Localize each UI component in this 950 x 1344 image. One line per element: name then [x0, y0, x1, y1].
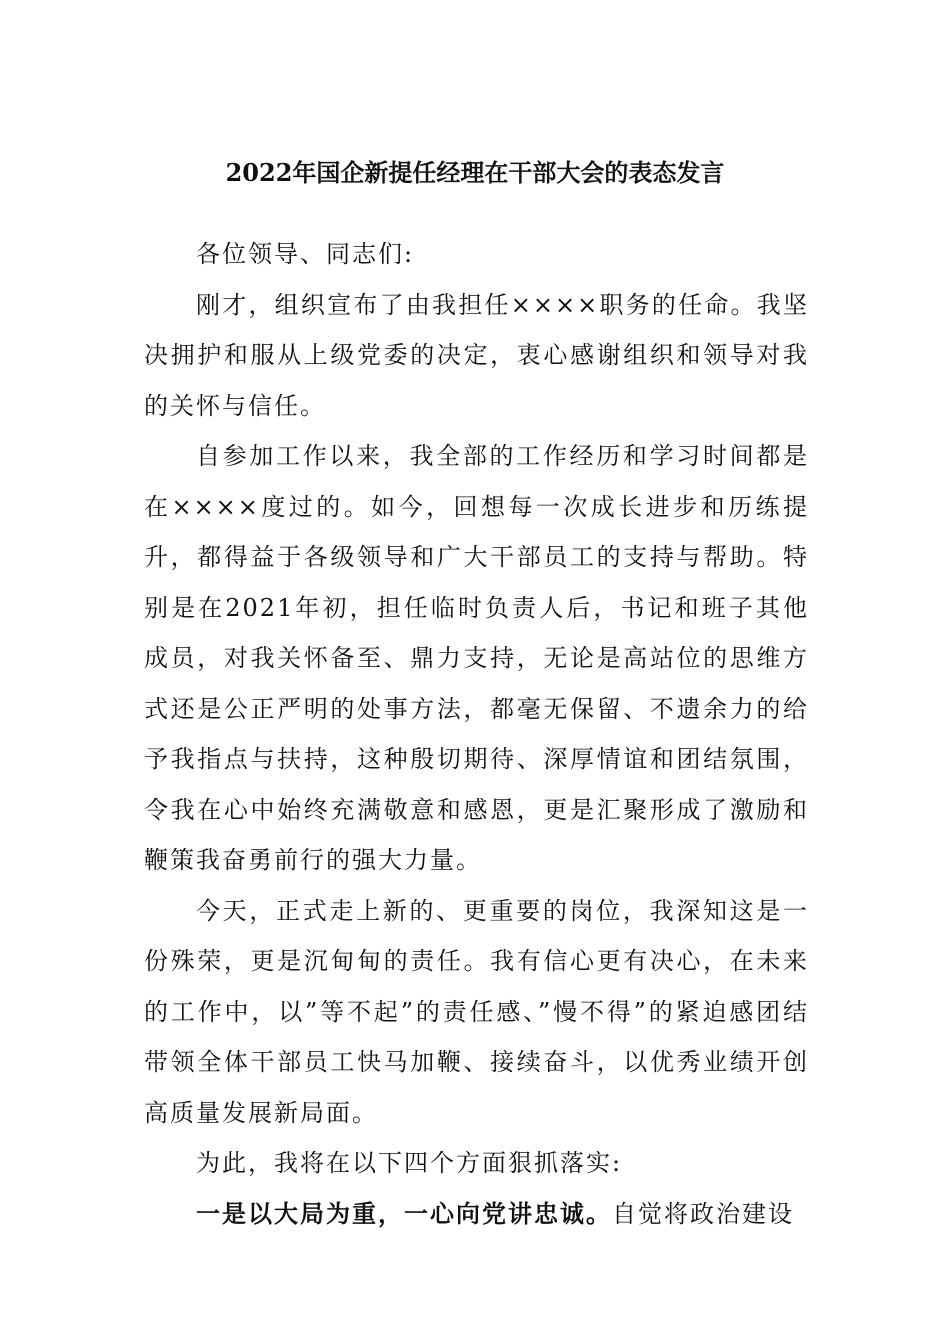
- point-one-heading: 一是以大局为重，一心向党讲忠诚。: [196, 1198, 612, 1228]
- point-one-text: 自觉将政治建设: [612, 1199, 794, 1228]
- document-title: 2022年国企新提任经理在干部大会的表态发言: [225, 158, 725, 187]
- salutation: 各位领导、同志们:: [196, 240, 415, 268]
- paragraph-new-post: 今天，正式走上新的、更重要的岗位，我深知这是一份殊荣，更是沉甸甸的责任。我有信心更有决心，在未来的工作中，以”等不起”的责任感、”慢不得”的紧迫感团结带领全体干部员工快马加鞭、接续奋斗，以优秀业绩开创高质量发展新局面。: [144, 896, 809, 1127]
- paragraph-experience: 自参加工作以来，我全部的工作经历和学习时间都是在××××度过的。如今，回想每一次成长进步和历练提升，都得益于各级领导和广大干部员工的支持与帮助。特别是在2021年初，担任临时负责人后，书记和班子其他成员，对我关怀备至、鼎力支持，无论是高站位的思维方式还是公正严明的处事方法，都毫无保留、不遗余力的给予我指点与扶持，这种殷切期待、深厚情谊和团结氛围，令我在心中始终充满敬意和感恩，更是汇聚形成了激励和鞭策我奋勇前行的强大力量。: [144, 442, 809, 874]
- paragraph-point-one: [144, 1189, 809, 1240]
- document-body: [144, 229, 809, 1239]
- paragraph-four-aspects: 为此，我将在以下四个方面狠抓落实:: [196, 1149, 623, 1177]
- paragraph-appointment: 刚才，组织宣布了由我担任××××职务的任命。我坚决拥护和服从上级党委的决定，衷心感谢组织和领导对我的关怀与信任。: [144, 290, 809, 420]
